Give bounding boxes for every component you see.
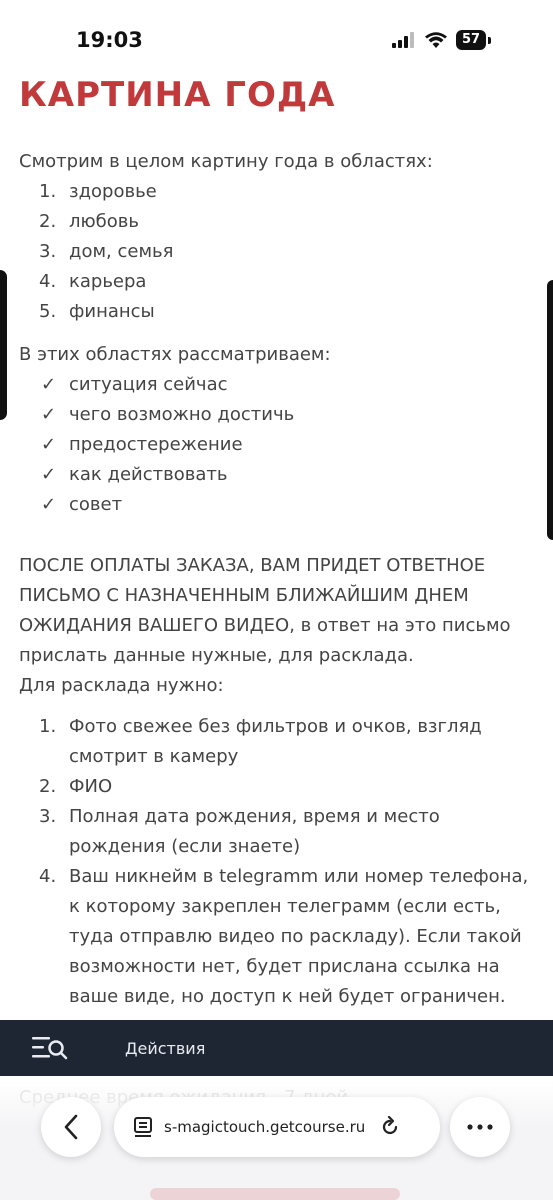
reader-mode-icon[interactable]: [132, 1116, 154, 1138]
list-number: 1.: [39, 181, 57, 202]
list-item-text: совет: [69, 494, 123, 515]
list-item-text: здоровье: [69, 181, 157, 202]
list-number: 1.: [39, 716, 57, 737]
wifi-icon: [424, 31, 448, 49]
signal-icon: [392, 32, 416, 48]
check-icon: ✓: [41, 434, 57, 455]
battery-icon: [488, 37, 491, 44]
list-number: 3.: [39, 241, 57, 262]
status-icons: [392, 30, 491, 50]
reload-icon[interactable]: [379, 1116, 401, 1138]
list-item: [19, 772, 534, 802]
list-item: [19, 712, 534, 772]
need-intro: Для расклада нужно:: [19, 675, 224, 696]
check-icon: ✓: [41, 464, 57, 485]
list-number: 2.: [39, 211, 57, 232]
order-notice-rest: в ответ на это письмо прислать данные нужные, для расклада.: [19, 615, 511, 666]
list-item-text: дом, семья: [69, 241, 174, 262]
more-button[interactable]: [450, 1097, 510, 1157]
list-item: [19, 460, 534, 490]
list-item: [19, 267, 534, 297]
page-content: [19, 70, 534, 1007]
areas-list: [19, 177, 534, 327]
areas-intro: Смотрим в целом картину года в областях:: [19, 151, 433, 172]
list-item: [19, 400, 534, 430]
list-number: 4.: [39, 271, 57, 292]
more-icon: [467, 1124, 493, 1130]
back-button[interactable]: [41, 1097, 101, 1157]
check-icon: ✓: [41, 494, 57, 515]
actions-bar[interactable]: [0, 1020, 553, 1076]
chevron-left-icon: [63, 1114, 79, 1140]
check-icon: ✓: [41, 374, 57, 395]
list-item: [19, 370, 534, 400]
list-item-text: карьера: [69, 271, 147, 292]
menu-search-icon: [32, 1035, 68, 1061]
order-notice-caps: ПОСЛЕ ОПЛАТЫ ЗАКАЗА, ВАМ ПРИДЕТ ОТВЕТНОЕ ПИСЬМО С НАЗНАЧЕННЫМ БЛИЖАЙШИМ ДНЕМ ОЖИДАНИЯ ВАШЕГО ВИДЕО,: [19, 555, 486, 636]
list-item-text: Фото свежее без фильтров и очков, взгляд смотрит в камеру: [69, 716, 482, 767]
battery-level: 57: [456, 30, 486, 50]
list-item-text: Полная дата рождения, время и место рождения (если знаете): [69, 806, 440, 857]
edge-decoration: [547, 280, 553, 540]
actions-menu-button[interactable]: [0, 1020, 100, 1076]
list-item: [19, 237, 534, 267]
check-icon: ✓: [41, 404, 57, 425]
list-item: [19, 430, 534, 460]
list-item-text: предостережение: [69, 434, 243, 455]
list-item-text: любовь: [69, 211, 139, 232]
url-text[interactable]: s-magictouch.getcourse.ru: [164, 1118, 366, 1136]
consider-section: [19, 340, 534, 520]
list-item: [19, 802, 534, 862]
address-bar[interactable]: [114, 1097, 440, 1157]
needs-list: [19, 712, 534, 1012]
list-item: [19, 490, 534, 520]
areas-section: [19, 147, 534, 327]
list-number: 2.: [39, 776, 57, 797]
list-item-text: ситуация сейчас: [69, 374, 228, 395]
list-item: [19, 862, 534, 1012]
list-item-text: Ваш никнейм в telegramm или номер телефона, к которому закреплен телеграмм (если есть, туда отправлю видео по раскладу). Если такой возможности нет, будет прислана ссылка на ваше виде, но доступ к ней будет ограничен.: [69, 866, 529, 1007]
list-item: [19, 177, 534, 207]
list-number: 5.: [39, 301, 57, 322]
order-notice: [19, 551, 534, 701]
consider-list: [19, 370, 534, 520]
list-item-text: чего возможно достичь: [69, 404, 295, 425]
browser-toolbar: [0, 1080, 553, 1200]
home-indicator: [150, 1188, 400, 1200]
consider-intro: В этих областях рассматриваем:: [19, 344, 331, 365]
list-item-text: финансы: [69, 301, 155, 322]
list-item-text: как действовать: [69, 464, 228, 485]
list-item-text: ФИО: [69, 776, 113, 797]
needs-section: [19, 712, 534, 1012]
status-time: 19:03: [76, 28, 143, 52]
list-item: [19, 297, 534, 327]
list-number: 4.: [39, 866, 57, 887]
list-number: 3.: [39, 806, 57, 827]
edge-decoration: [0, 270, 7, 420]
actions-label[interactable]: Действия: [125, 1038, 206, 1058]
page-title: КАРТИНА ГОДА: [19, 75, 336, 115]
status-bar: [0, 0, 553, 70]
list-item: [19, 207, 534, 237]
